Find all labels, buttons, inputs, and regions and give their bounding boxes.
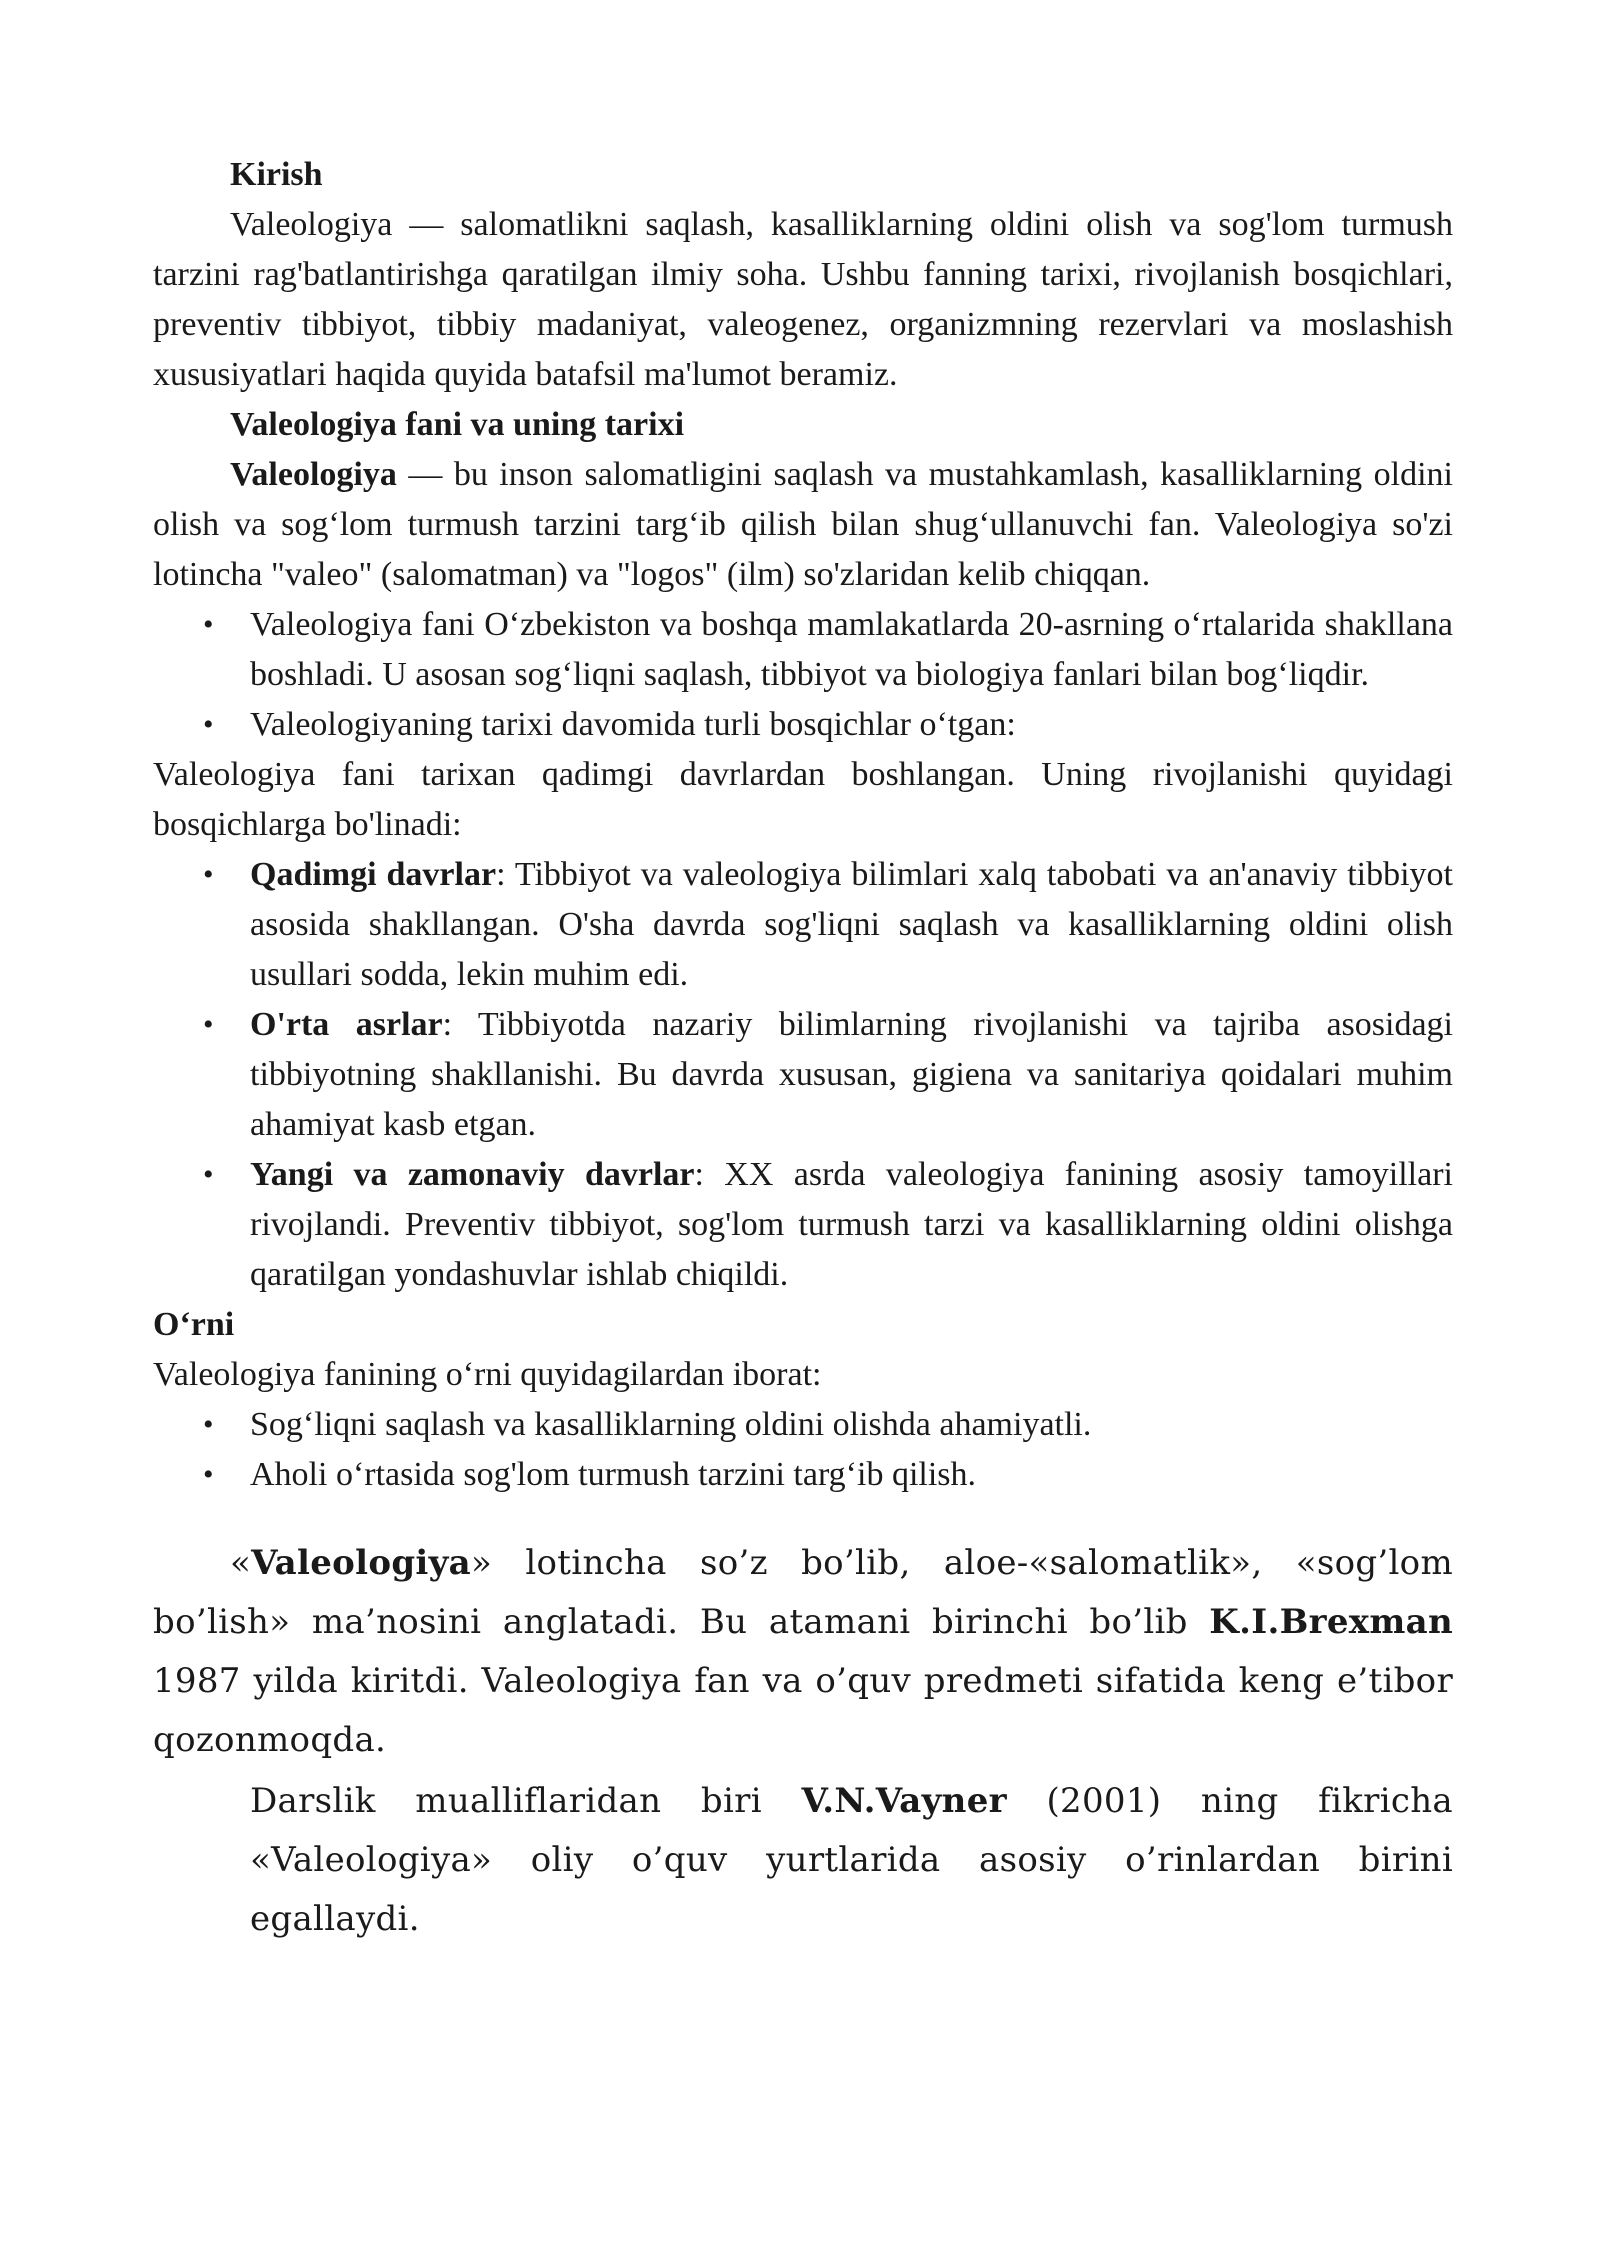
list-item: • Valeologiyaning tarixi davomida turli bosqichlar o‘tgan: [153,700,1453,750]
bullet-icon: • [203,1408,214,1441]
stage-term: O'rta asrlar [250,1006,443,1043]
list-item: • Aholi o‘rtasida sog'lom turmush tarzini targ‘ib qilish. [153,1450,1453,1500]
stage-text: : Tibbiyotda nazariy bilimlarning rivojlanishi va tajriba asosidagi tibbiyotning shakllanishi. Bu davrda xususan, gigiena va sanitariya qoidalari muhim ahamiyat kasb etgan. [250,1006,1453,1143]
list-item [153,1000,1453,1150]
role-intro: Valeologiya fanining o‘rni quyidagilardan iborat: [153,1356,822,1393]
intro-heading: Kirish [230,156,323,193]
lower-section [153,1534,1453,1949]
list-item: • Sog‘liqni saqlash va kasalliklarning oldini olishda ahamiyatli. [153,1400,1453,1450]
bullet-icon: • [203,1158,214,1191]
role-heading: O‘rni [153,1306,235,1343]
role-list [153,1400,1453,1500]
document-page [153,150,1453,1949]
bullet-icon: • [203,708,214,741]
brexman-name: K.I.Brexman [1209,1602,1453,1642]
bullet-icon: • [203,1008,214,1041]
stages-intro: Valeologiya fani tarixan qadimgi davrlardan boshlangan. Uning rivojlanishi quyidagi bosqichlarga bo'linadi: [153,756,1453,843]
list-item [153,850,1453,1000]
bullet-icon: • [203,1458,214,1491]
stage-text: : Tibbiyot va valeologiya bilimlari xalq tabobati va an'anaviy tibbiyot asosida shakllangan. O'sha davrda sog'liqni saqlash va kasalliklarning oldini olish usullari sodda, lekin muhim edi. [250,856,1453,993]
history-bullet-list [153,600,1453,750]
valeologiya-term: Valeologiya [251,1543,471,1583]
brexman-paragraph: «Valeologiya» lotincha so’z bo’lib, aloe-«salomatlik», «sog’lom bo’lish» ma’nosini anglatadi. Bu atamani birinchi bo’lib K.I.Brexman 1987 yilda kiritdi. Valeologiya fan va o’quv predmeti sifatida keng e’tibor qozonmoqda. [153,1543,1453,1760]
vayner-name: V.N.Vayner [801,1781,1007,1821]
history-heading: Valeologiya fani va uning tarixi [230,406,685,443]
bullet-icon: • [203,608,214,641]
stages-list [153,850,1453,1300]
stage-term: Qadimgi davrlar [250,856,497,893]
history-term: Valeologiya [230,456,397,493]
stage-term: Yangi va zamonaviy davrlar [250,1156,695,1193]
history-text: — bu inson salomatligini saqlash va mustahkamlash, kasalliklarning oldini olish va sog‘lom turmush tarzini targ‘ib qilish bilan shug‘ullanuvchi fan. Valeologiya so'zi lotincha "valeo" (salomatman) va "logos" (ilm) so'zlaridan kelib chiqqan. [153,456,1453,593]
bullet-icon: • [203,858,214,891]
list-item: • Valeologiya fani O‘zbekiston va boshqa mamlakatlarda 20-asrning o‘rtalarida shakllana boshladi. U asosan sog‘liqni saqlash, tibbiyot va biologiya fanlari bilan bog‘liqdir. [153,600,1453,700]
stage-text: : XX asrda valeologiya fanining asosiy tamoyillari rivojlandi. Preventiv tibbiyot, sog'lom turmush tarzi va kasalliklarning oldini olishga qaratilgan yondashuvlar ishlab chiqildi. [250,1156,1453,1293]
intro-paragraph: Valeologiya — salomatlikni saqlash, kasalliklarning oldini olish va sog'lom turmush tarzini rag'batlantirishga qaratilgan ilmiy soha. Ushbu fanning tarixi, rivojlanish bosqichlari, preventiv tibbiyot, tibbiy madaniyat, valeogenez, organizmning rezervlari va moslashish xususiyatlari haqida quyida batafsil ma'lumot beramiz. [153,206,1453,393]
history-paragraph [153,450,1453,600]
vayner-paragraph: Darslik mualliflaridan biri V.N.Vayner (2001) ning fikricha «Valeologiya» oliy o’quv yurtlarida asosiy o’rinlardan birini egallaydi. [250,1781,1453,1939]
list-item [153,1150,1453,1300]
